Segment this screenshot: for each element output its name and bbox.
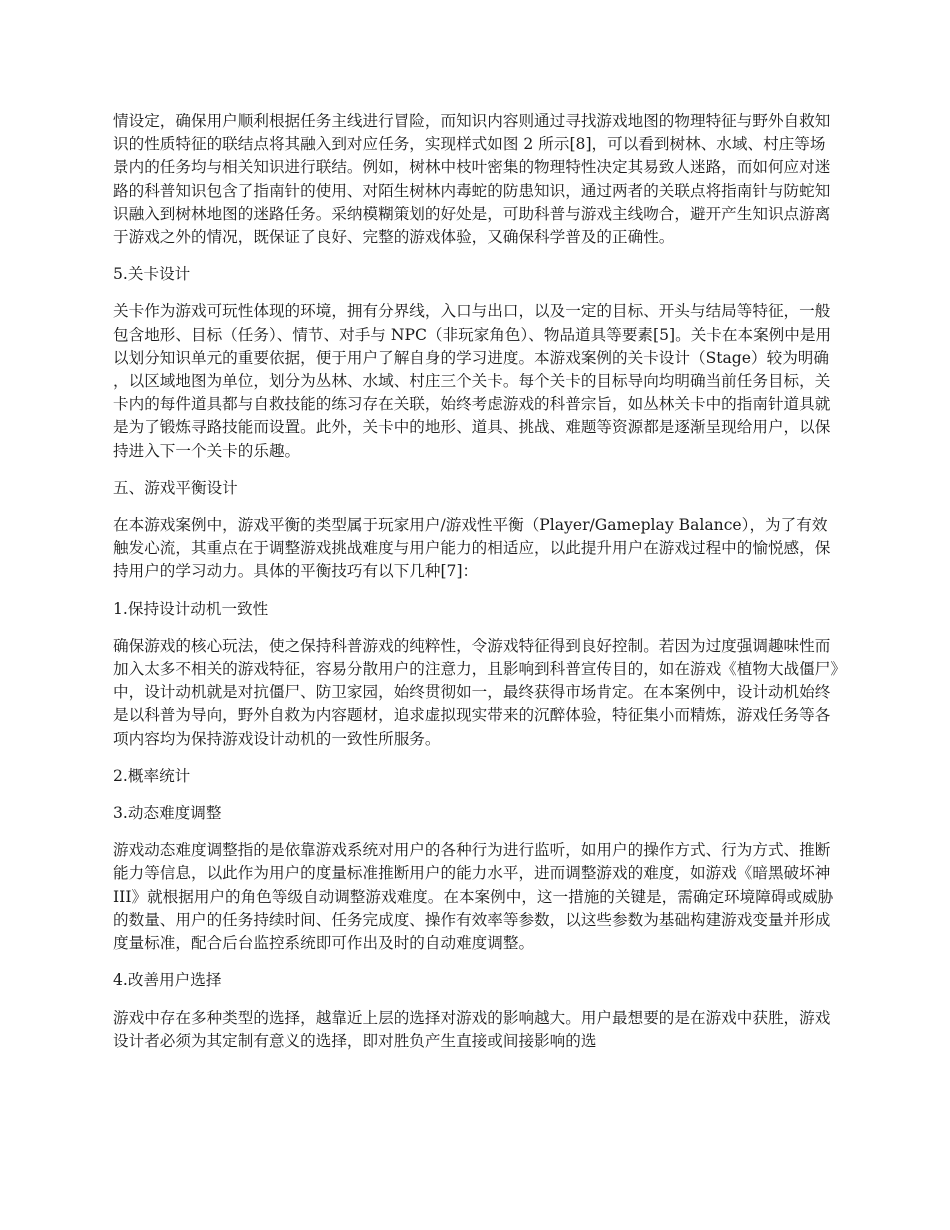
paragraph-story-fuzzy-planning: 情设定，确保用户顺利根据任务主线进行冒险，而知识内容则通过寻找游戏地图的物理特征与野外自救知识的性质特征的联结点将其融入到对应任务，实现样式如图 2 所示[8]，可以看到树林、水域、村庄等场景内的任务均与相关知识进行联结。例如，树林中枝叶密集的物理特性决定其易致人迷路，而如何应对迷路的科普知识包含了指南针的使用、对陌生树林内毒蛇的防患知识，通过两者的关联点将指南针与防蛇知识融入到树林地图的迷路任务。采纳模糊策划的好处是，可助科普与游戏主线吻合，避开产生知识点游离于游戏之外的情况，既保证了良好、完整的游戏体验，又确保科学普及的正确性。 [113, 112, 831, 247]
heading-user-choice: 4.改善用户选择 [113, 971, 222, 990]
heading-game-balance: 五、游戏平衡设计 [113, 478, 238, 497]
paragraph-dynamic-difficulty: 游戏动态难度调整指的是依靠游戏系统对用户的各种行为进行监听，如用户的操作方式、行为方式、推断能力等信息，以此作为用户的度量标准推断用户的能力水平，进而调整游戏的难度，如游戏《暗黑破坏神 III》就根据用户的角色等级自动调整游戏难度。在本案例中，这一措施的关键是，需确定环境障碍或威胁的数量、用户的任务持续时间、任务完成度、操作有效率等参数，以这些参数为基础构建游戏变量并形成度量标准，配合后台监控系统即可作出及时的自动难度调整。 [113, 841, 834, 953]
paragraph-level-design: 关卡作为游戏可玩性体现的环境，拥有分界线，入口与出口，以及一定的目标、开头与结局等特征，一般包含地形、目标（任务）、情节、对手与 NPC（非玩家角色）、物品道具等要素[5]。关卡在本案例中是用以划分知识单元的重要依据，便于用户了解自身的学习进度。本游戏案例的关卡设计（Stage）较为明确，以区域地图为单位，划分为丛林、水域、村庄三个关卡。每个关卡的目标导向均明确当前任务目标，关卡内的每件道具都与自救技能的练习存在关联，始终考虑游戏的科普宗旨，如丛林关卡中的指南针道具就是为了锻炼寻路技能而设置。此外，关卡中的地形、道具、挑战、难题等资源都是逐渐呈现给用户，以保持进入下一个关卡的乐趣。 [113, 302, 832, 460]
heading-probability-statistics: 2.概率统计 [113, 766, 191, 785]
heading-design-motivation: 1.保持设计动机一致性 [113, 599, 269, 618]
heading-dynamic-difficulty: 3.动态难度调整 [113, 804, 222, 823]
paragraph-design-motivation: 确保游戏的核心玩法，使之保持科普游戏的纯粹性，令游戏特征得到良好控制。若因为过度强调趣味性而加入太多不相关的游戏特征，容易分散用户的注意力，且影响到科普宣传目的，如在游戏《植物大战僵尸》中，设计动机就是对抗僵尸、防卫家园，始终贯彻如一，最终获得市场肯定。在本案例中，设计动机始终是以科普为导向，野外自救为内容题材，追求虚拟现实带来的沉醉体验，特征集小而精炼，游戏任务等各项内容均为保持游戏设计动机的一致性所服务。 [113, 636, 839, 748]
document-page [113, 110, 840, 1067]
paragraph-user-choice: 游戏中存在多种类型的选择，越靠近上层的选择对游戏的影响越大。用户最想要的是在游戏中获胜，游戏设计者必须为其定制有意义的选择，即对胜负产生直接或间接影响的选 [113, 1008, 831, 1050]
paragraph-game-balance-intro: 在本游戏案例中，游戏平衡的类型属于玩家用户/游戏性平衡（Player/Gameplay Balance），为了有效触发心流，其重点在于调整游戏挑战难度与用户能力的相适应，以此提升用户在游戏过程中的愉悦感，保持用户的学习动力。具体的平衡技巧有以下几种[7]： [113, 516, 831, 581]
heading-level-design: 5.关卡设计 [113, 265, 191, 284]
